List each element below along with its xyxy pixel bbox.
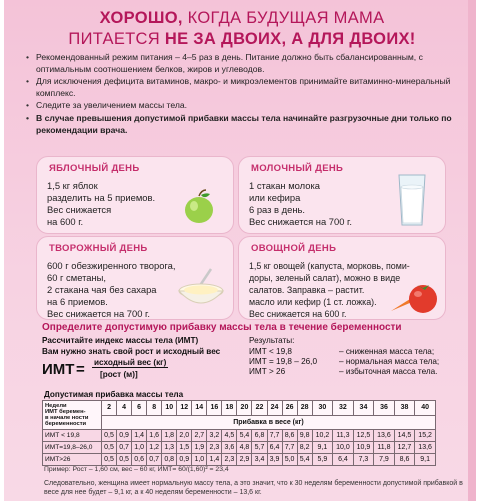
week-header-cell: 16: [207, 401, 222, 416]
week-header-cell: 40: [415, 401, 436, 416]
weight-gain-table: [42, 400, 436, 466]
table-cell: 6,4: [333, 454, 354, 466]
bmi-result-meaning: – избыточная масса тела.: [339, 367, 438, 376]
table-cell: 2,3: [207, 442, 222, 454]
vegetable-day-text: 1,5 кг овощей (капуста, морковь, поми- доры, зеленый салат), можно в виде салатов. Заправка – растит. масло или кефир (1 ст. ложка). Вес снижается на 600 г.: [249, 261, 410, 319]
table-row-label: ИМТ < 19,8: [43, 430, 102, 442]
week-header-cell: 34: [353, 401, 374, 416]
table-cell: 0,9: [177, 454, 192, 466]
milk-day-text: 1 стакан молока или кефира 6 раз в день. Вес снижается на 700 г.: [249, 180, 352, 227]
week-header-cell: 38: [394, 401, 415, 416]
bmi-result-range: ИМТ > 26: [249, 367, 286, 376]
bmi-formula-label: ИМТ: [42, 361, 75, 378]
table-span-label: Прибавка в весе (кг): [102, 415, 436, 430]
table-cell: 5,9: [312, 454, 333, 466]
table-row-label: ИМТ=19,8–26,0: [43, 442, 102, 454]
bmi-instruction-line: Вам нужно знать свой рост и исходный вес: [42, 346, 221, 356]
table-cell: 8,6: [394, 454, 415, 466]
table-cell: 11,3: [333, 430, 354, 442]
bmi-heading: Определите допустимую прибавку массы тела в течение беременности: [42, 322, 402, 333]
table-cell: 3,9: [267, 454, 282, 466]
bmi-formula-numerator: исходный вес (кг): [94, 358, 167, 367]
table-cell: 8,6: [282, 430, 297, 442]
milk-day-title: МОЛОЧНЫЙ ДЕНЬ: [251, 163, 344, 174]
title-line2-bold: НЕ ЗА ДВОИХ, А ДЛЯ ДВОИХ!: [164, 30, 416, 48]
table-cell: 9,1: [312, 442, 333, 454]
table-cell: 7,3: [353, 454, 374, 466]
bmi-result-meaning: – сниженная масса тела;: [339, 347, 435, 356]
bmi-instruction-line: Рассчитайте индекс массы тела (ИМТ): [42, 336, 199, 345]
weight-gain-table-caption: Допустимая прибавка массы тела: [44, 390, 184, 399]
table-cell: 7,7: [267, 430, 282, 442]
table-cell: 15,2: [415, 430, 436, 442]
table-cell: 0,6: [132, 454, 147, 466]
table-cell: 13,6: [415, 442, 436, 454]
table-cell: 3,6: [222, 442, 237, 454]
table-cell: 4,8: [237, 442, 252, 454]
table-cell: 0,9: [117, 430, 132, 442]
recommendation-item: • Следите за увеличением массы тела.: [26, 100, 456, 112]
milk-glass-icon: [395, 173, 429, 229]
table-cell: 0,5: [102, 442, 117, 454]
apple-day-card: [36, 156, 234, 234]
table-cell: 1,2: [147, 442, 162, 454]
table-row-label: ИМТ>26: [43, 454, 102, 466]
apple-day-text: 1,5 кг яблок разделить на 5 приемов. Вес снижается на 600 г.: [47, 180, 156, 227]
table-corner-cell: [43, 401, 102, 430]
table-cell: 8,2: [297, 442, 312, 454]
bmi-result-range: ИМТ < 19,8: [249, 347, 292, 356]
week-header-cell: 18: [222, 401, 237, 416]
table-cell: 4,5: [222, 430, 237, 442]
table-corner-line: ИМТ беремен-: [45, 408, 86, 415]
table-cell: 2,3: [222, 454, 237, 466]
table-corner-line: беременности: [45, 421, 87, 428]
week-header-cell: 30: [312, 401, 333, 416]
table-cell: 14,5: [394, 430, 415, 442]
table-cell: 10,0: [333, 442, 354, 454]
table-corner-line: Недели: [45, 402, 67, 409]
table-cell: 5,0: [282, 454, 297, 466]
table-cell: 6,8: [252, 430, 267, 442]
week-header-cell: 22: [252, 401, 267, 416]
week-header-cell: 26: [282, 401, 297, 416]
week-header-cell: 20: [237, 401, 252, 416]
table-row: [43, 454, 436, 466]
table-cell: 1,4: [207, 454, 222, 466]
table-cell: 1,6: [147, 430, 162, 442]
week-header-cell: 8: [147, 401, 162, 416]
cottage-cheese-bowl-icon: [175, 267, 227, 309]
table-row: [43, 442, 436, 454]
table-cell: 1,9: [192, 442, 207, 454]
week-header-cell: 32: [333, 401, 354, 416]
vegetable-day-title: ОВОЩНОЙ ДЕНЬ: [251, 243, 337, 254]
page-edge-strip: [468, 0, 476, 501]
table-cell: 7,7: [282, 442, 297, 454]
table-cell: 10,9: [353, 442, 374, 454]
bmi-results-title: Результаты:: [249, 336, 295, 345]
table-cell: 1,5: [177, 442, 192, 454]
milk-day-card: [238, 156, 446, 234]
table-cell: 10,2: [312, 430, 333, 442]
footer-text: Следовательно, женщина имеет нормальную массу тела, а это значит, что к 30 неделям беременности допустимой прибавкой в весе для нее будет – 9,1 кг, а к 40 неделям беременности – 13,6 кг.: [44, 480, 463, 496]
week-header-cell: 6: [132, 401, 147, 416]
table-cell: 1,0: [192, 454, 207, 466]
bmi-instructions: [42, 336, 220, 357]
table-header-row: [43, 401, 436, 416]
table-cell: 0,5: [117, 454, 132, 466]
table-cell: 1,3: [162, 442, 177, 454]
recommendation-item: • В случае превышения допустимой прибавки массы тела начинайте разгрузочные дни только по рекомендации врача.: [26, 113, 456, 136]
table-cell: 7,9: [374, 454, 395, 466]
week-header-cell: 10: [162, 401, 177, 416]
vegetable-day-card: [238, 236, 446, 320]
recommendation-item: • Для исключения дефицита витаминов, макро- и микроэлементов принимайте витаминно-минеральный комплекс.: [26, 76, 456, 99]
table-cell: 0,5: [102, 454, 117, 466]
week-header-cell: 14: [192, 401, 207, 416]
table-cell: 3,4: [252, 454, 267, 466]
table-corner-line: в начале ности: [45, 415, 89, 421]
table-cell: 5,7: [252, 442, 267, 454]
week-header-cell: 28: [297, 401, 312, 416]
table-cell: 1,0: [132, 442, 147, 454]
table-cell: 1,4: [132, 430, 147, 442]
table-cell: 3,2: [207, 430, 222, 442]
table-cell: 0,7: [117, 442, 132, 454]
table-cell: 0,8: [162, 454, 177, 466]
bmi-result-meaning: – нормальная масса тела;: [339, 357, 440, 366]
table-cell: 0,7: [147, 454, 162, 466]
table-cell: 13,6: [374, 430, 395, 442]
week-header-cell: 2: [102, 401, 117, 416]
recommendation-item: • Рекомендованный режим питания – 4–5 раз в день. Питание должно быть сбалансированным, с оптимальным соотношением белков, жиров и углеводов.: [26, 52, 456, 75]
table-cell: 5,4: [297, 454, 312, 466]
week-header-cell: 36: [374, 401, 395, 416]
page-title: [14, 8, 470, 50]
table-cell: 9,8: [297, 430, 312, 442]
week-header-cell: 4: [117, 401, 132, 416]
table-cell: 12,5: [353, 430, 374, 442]
bmi-formula-denominator: [рост (м)]: [100, 370, 138, 379]
table-cell: 11,8: [374, 442, 395, 454]
table-row: [43, 430, 436, 442]
curd-day-text: 600 г обезжиренного творога, 60 г сметаны, 2 стакана чая без сахара на 6 приемов. Вес снижается на 700 г.: [47, 260, 176, 319]
table-cell: 2,7: [192, 430, 207, 442]
table-cell: 9,1: [415, 454, 436, 466]
table-cell: 1,8: [162, 430, 177, 442]
table-cell: 2,9: [237, 454, 252, 466]
title-line1-bold: ХОРОШО,: [99, 9, 183, 27]
recommendations-list: [26, 52, 456, 137]
example-text: Пример: Рост – 1,60 см, вес – 60 кг, ИМТ= 60/(1,60)² = 23,4: [44, 466, 229, 473]
table-cell: 12,7: [394, 442, 415, 454]
table-cell: 6,4: [267, 442, 282, 454]
bmi-result-range: ИМТ = 19,8 – 26,0: [249, 357, 318, 366]
bmi-formula-equals: =: [76, 361, 85, 378]
table-cell: 5,4: [237, 430, 252, 442]
title-line2-start: ПИТАЕТСЯ: [68, 30, 165, 48]
table-cell: 0,5: [102, 430, 117, 442]
curd-day-card: [36, 236, 234, 320]
apple-day-title: ЯБЛОЧНЫЙ ДЕНЬ: [49, 163, 140, 174]
apple-icon: [179, 187, 219, 227]
page: [4, 0, 476, 501]
table-cell: 2,0: [177, 430, 192, 442]
week-header-cell: 24: [267, 401, 282, 416]
curd-day-title: ТВОРОЖНЫЙ ДЕНЬ: [49, 243, 148, 254]
tomato-carrot-icon: [389, 273, 441, 315]
week-header-cell: 12: [177, 401, 192, 416]
title-line1-rest: КОГДА БУДУЩАЯ МАМА: [182, 9, 385, 27]
table-span-row: [43, 415, 436, 430]
